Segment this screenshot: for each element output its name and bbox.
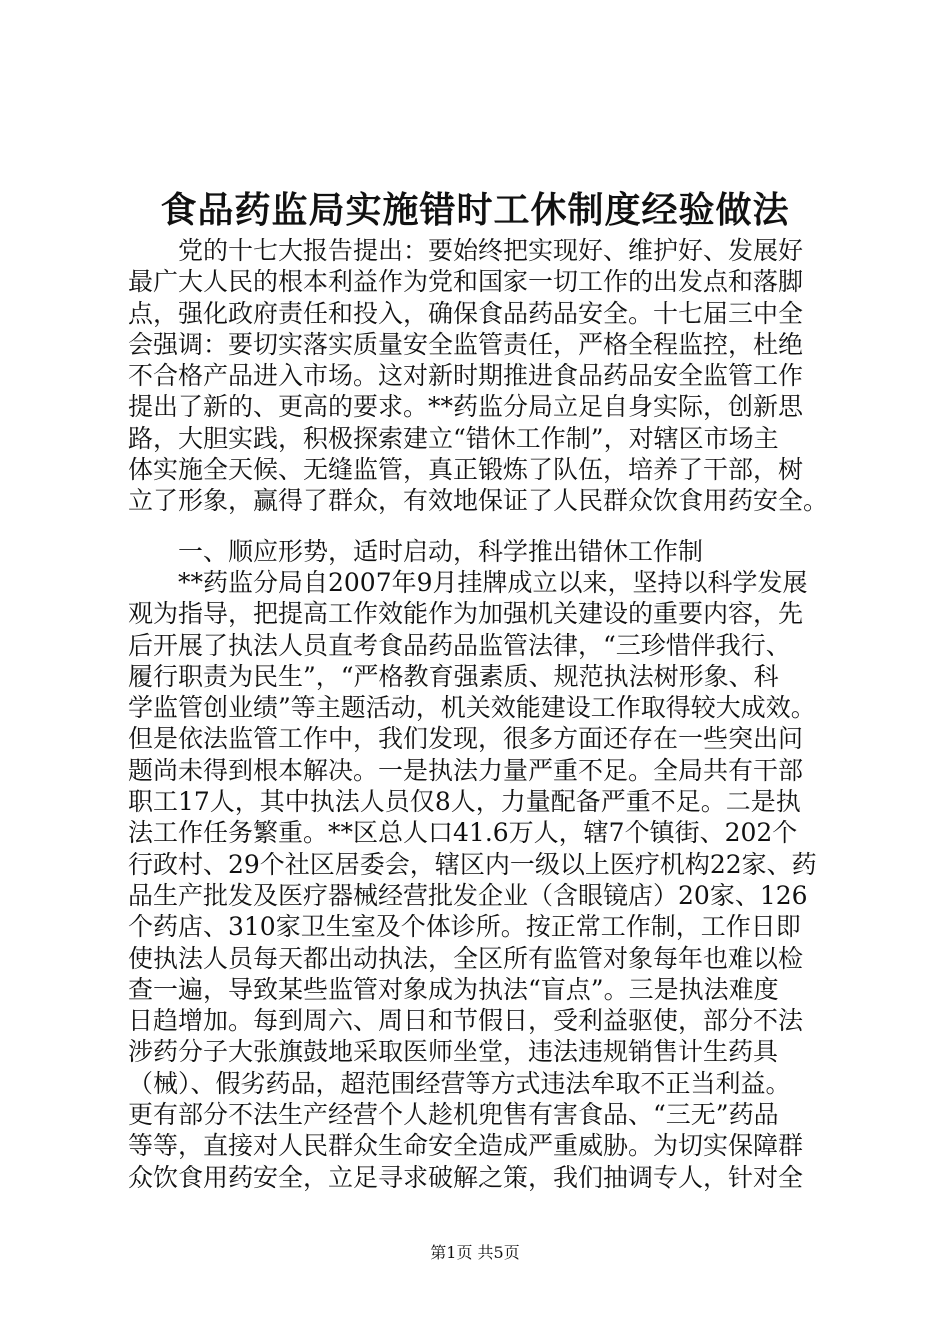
text-line: 党的十七大报告提出：要始终把实现好、维护好、发展好	[178, 236, 804, 265]
text-line: （械）、假劣药品，超范围经营等方式违法牟取不正当利益。	[128, 1068, 791, 1098]
text-line: 体实施全天候、无缝监管，真正锻炼了队伍，培养了干部，树	[128, 455, 804, 485]
text-line: 不合格产品进入市场。这对新时期推进食品药品安全监管工作	[128, 361, 804, 391]
page-footer: 第1页 共5页	[430, 1243, 520, 1262]
paragraph-section-1	[128, 567, 838, 1193]
text-line: 学监管创业绩”等主题活动，机关效能建设工作取得较大成效。	[128, 693, 816, 723]
section-heading-text: 一、顺应形势，适时启动，科学推出错休工作制	[178, 537, 704, 566]
text-line: 路，大胆实践，积极探索建立“错休工作制”，对辖区市场主	[128, 423, 779, 453]
paragraph-intro	[128, 235, 838, 517]
text-line: 提出了新的、更高的要求。**药监分局立足自身实际，创新思	[128, 392, 804, 422]
text-line: 后开展了执法人员直考食品药品监管法律，“三珍惜伴我行、	[128, 630, 791, 660]
text-line: 题尚未得到根本解决。一是执法力量严重不足。全局共有干部	[128, 755, 804, 785]
text-line: 涉药分子大张旗鼓地采取医师坐堂，违法违规销售计生药具	[128, 1037, 779, 1067]
text-line: 但是依法监管工作中，我们发现，很多方面还存在一些突出问	[128, 724, 804, 754]
text-line: 日趋增加。每到周六、周日和节假日，受利益驱使，部分不法	[128, 1006, 804, 1036]
text-line: 行政村、29个社区居委会，辖区内一级以上医疗机构22家、药	[128, 849, 817, 879]
text-line: 个药店、310家卫生室及个体诊所。按正常工作制，工作日即	[128, 912, 801, 942]
text-line: 使执法人员每天都出动执法，全区所有监管对象每年也难以检	[128, 943, 804, 973]
text-line: 品生产批发及医疗器械经营批发企业（含眼镜店）20家、126	[128, 880, 808, 910]
text-line: 会强调：要切实落实质量安全监管责任，严格全程监控，杜绝	[128, 329, 804, 359]
section-heading	[128, 536, 838, 567]
text-line: 众饮食用药安全，立足寻求破解之策，我们抽调专人，针对全	[128, 1162, 804, 1192]
text-line: 等等，直接对人民群众生命安全造成严重威胁。为切实保障群	[128, 1131, 804, 1161]
text-line: 查一遍，导致某些监管对象成为执法“盲点”。三是执法难度	[128, 974, 779, 1004]
text-line: 法工作任务繁重。**区总人口41.6万人，辖7个镇街、202个	[128, 818, 798, 848]
text-line: 观为指导，把提高工作效能作为加强机关建设的重要内容，先	[128, 599, 804, 629]
text-line: **药监分局自2007年9月挂牌成立以来，坚持以科学发展	[178, 568, 808, 597]
text-line: 职工17人，其中执法人员仅8人，力量配备严重不足。二是执	[128, 787, 801, 817]
text-line: 最广大人民的根本利益作为党和国家一切工作的出发点和落脚	[128, 267, 804, 297]
text-line: 点，强化政府责任和投入，确保食品药品安全。十七届三中全	[128, 298, 804, 328]
text-line: 立了形象，赢得了群众，有效地保证了人民群众饮食用药安全。	[128, 486, 829, 516]
document-title: 食品药监局实施错时工休制度经验做法	[160, 189, 790, 231]
text-line: 更有部分不法生产经营个人趁机兜售有害食品、“三无”药品	[128, 1100, 779, 1130]
text-line: 履行职责为民生”，“严格教育强素质、规范执法树形象、科	[128, 661, 779, 691]
